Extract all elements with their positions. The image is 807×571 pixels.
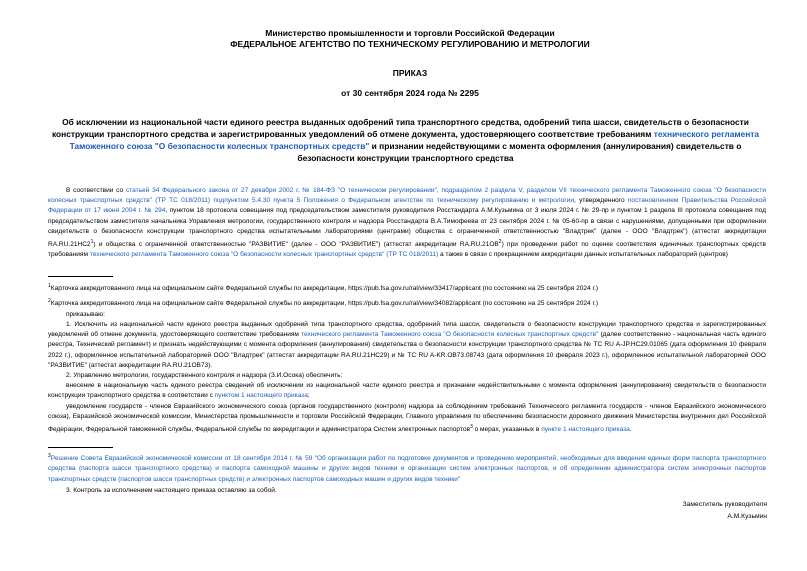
government-decree-link[interactable]: постановлением Правительства Российской Федерации от 17 июня 2004 г. № 294 [48, 197, 767, 215]
signature-name: А.М.Кузьмин [727, 513, 767, 520]
item-1-text: 1. Исключить из национальной части единого реестра выданных одобрений типа транспортного средства, одобрений типа шасси, свидетельств о безопасности конструкции транспортного средства и зарегистрированных уведомлений об отмене документа, удостоверяющего соответствие требованиям [48, 321, 766, 339]
footnote-2: $^2$Карточка аккредитованного лица на официальном сайте Федеральной службы по аккредитации, https://pub.fsa.gov.ru/ral/view/34082/applicant (по состоянию на 25 сентября 2024 г.) [48, 298, 599, 308]
preamble-text: , утвержденного [573, 197, 628, 205]
preamble-paragraph: В соответствии со статьей 34 Федерального закона от 27 декабря 2002 г. № 184-ФЗ "О техническом регулировании", подразделом 2 раздела V, разделом VII технического регламента Таможенного союза "О безопасности колесных транспортных средств" (ТР ТС 018/2011) подпунктом 5.4.30 пункта 5 Положения о Федеральном агентстве по техническому регулированию и метрологии, утвержденного постановлением Правительства Российской Федерации от 17 июня 2004 г. № 294, пунктом 18 протокола совещания под председательством заместителя руководителя Росстандарта А.М.Кузьмина от 3 июля 2024 г. № 29-пр и пунктом 1 раздела III протокола совещания под председательством заместителя начальника Управления метрологии, государственного контроля и надзора Росстандарта В.А.Тимофеева от 23 сентября 2024 г. № 05-60-пр в связи с нарушениями, допущенными при оформлении свидетельств о безопасности конструкции транспортного средства испытательными лабораториями (центрами) общества с ограниченной ответственностью "Владтрек" (далее - ООО "Владтрек") (аттестат аккредитации $RA.RU.21НС2^1$) и общества с ограниченной ответственностью "РАЗВИТИЕ" (далее - ООО "РАЗВИТИЕ") (аттестат аккредитации $RA.RU.21ОВ^2$) при проведении работ по оценке соответствия единичных транспортных средств требованиям технического регламента Таможенного союза "О безопасности колесных транспортных средств" (ТР ТС 018/2011) а также в связи с прекращением аккредитации данных испытательных лабораторий (центров) [48, 187, 767, 259]
footnote-divider [48, 276, 113, 277]
document-title [48, 116, 763, 164]
item-2a-link[interactable]: пунктом 1 настоящего приказа [214, 392, 308, 400]
preamble-text: В соответствии со [66, 187, 126, 194]
footnote-1: $^1$Карточка аккредитованного лица на официальном сайте Федеральной службы по аккредитации, https://pub.fsa.gov.ru/ral/view/33417/applicant (по состоянию на 25 сентября 2024 г.) [48, 283, 599, 293]
item-2: 2. Управлению метрологии, государственного контроля и надзора (З.И.Осока) обеспечить: [66, 372, 343, 379]
item-2b-text: уведомление государств - членов Евразийского экономического союза (органов государственного (контроля) надзора за соблюдением требований Технического регламента государств - членов Евразийского экономического союза), Евразийской экономической комиссии, Министерства промышленности и торговли Российской Федерации, Главного управления по обеспечению безопасности дорожного движения Министерства внутренних дел Российской Федерации, Федеральной таможенной службы, Федеральной службы по аккредитации и администратора Систем электронных паспортов [48, 403, 766, 434]
item-2b: уведомление государств - членов Евразийского экономического союза (органов государственного (контроля) надзора за соблюдением требований Технического регламента государств - членов Евразийского экономического союза), Евразийской экономической комиссии, Министерства промышленности и торговли Российской Федерации, Главного управления по обеспечению безопасности дорожного движения Министерства внутренних дел Российской Федерации, Федеральной таможенной службы, Федеральной службы по аккредитации и администратора Систем электронных паспортов$^3$ о мерах, указанных в пункте 1 настоящего приказа. [48, 403, 766, 434]
item-2b-text-rest: о мерах, указанных в [472, 426, 542, 434]
footnote-divider [48, 447, 113, 448]
title-text-end: и признании недействующими с момента оформления (аннулирования) свидетельств о безопасности конструкции транспортного средства [297, 141, 742, 163]
title-text: Об исключении из национальной части единого реестра выданных одобрений типа транспортного средства, одобрений типа шасси, свидетельств о безопасности конструкции транспортного средства и зарегистрированных уведомлений об отмене документа, удостоверяющего соответствие требованиям [51, 117, 749, 139]
law-link[interactable]: статьей 34 Федерального закона от 27 декабря 2002 г. № 184-ФЗ "О техническом регулировании", подразделом 2 раздела V, разделом VII технического регламента Таможенного союза "О безопасности колесных транспортных средств" (ТР ТС 018/2011) подпунктом 5.4.30 пункта 5 Положения о Федеральном агентстве по техническому регулированию и метрологии [48, 187, 766, 205]
item-2a-text: внесение в национальную часть единого реестра сведений об исключении из национальной части единого реестра и признании недействительными с момента оформления (аннулирования) свидетельств о безопасности конструкции транспортного средства в соответствии с [48, 382, 766, 400]
item-1-regulation-link[interactable]: технического регламента Таможенного союза "О безопасности колесных транспортных средств" [301, 331, 599, 339]
preamble-text: а также в связи с прекращением аккредитации данных испытательных лабораторий (центров) [438, 251, 728, 259]
preamble-text: ) при проведении работ по оценке соответствия единичных транспортных средств требованиям [48, 241, 766, 259]
signature-position: Заместитель руководителя [682, 501, 767, 508]
regulation-link[interactable]: технического регламента Таможенного союза "О безопасности колесных транспортных средств" (ТР ТС 018/2011) [89, 251, 439, 259]
item-1-text-rest: (далее соответственно - национальная часть единого реестра, Технический регламент) и признать недействующими с момента оформления (аннулирования) свидетельства о безопасности конструкции транспортного средства № ТС RU A-JP.НС29.01065 (дата оформления 10 февраля 2022 г.), оформленное испытательной лабораторией ООО "Владтрек" (аттестат аккредитации RA.RU.21НС29) и № ТС RU A-KR.OB73.08743 (дата оформления 10 февраля 2023 г.), оформленное испытательной лабораторией ООО "РАЗВИТИЕ" (аттестат аккредитации RA.RU.21OB73). [48, 331, 766, 369]
agency-name: ФЕДЕРАЛЬНОЕ АГЕНТСТВО ПО ТЕХНИЧЕСКОМУ РЕГУЛИРОВАНИЮ И МЕТРОЛОГИИ [230, 39, 590, 49]
preamble-text: ) и общества с ограниченной ответственностью "РАЗВИТИЕ" (далее - ООО "РАЗВИТИЕ") (аттестат аккредитации RA.RU.21ОВ [93, 241, 499, 249]
footnote-1-text: Карточка аккредитованного лица на официальном сайте Федеральной службы по аккредитации, https://pub.fsa.gov.ru/ral/view/33417/applicant (по состоянию на 25 сентября 2024 г.) [50, 285, 599, 293]
document-date-number: от 30 сентября 2024 года № 2295 [341, 88, 479, 98]
eec-decision-link[interactable]: Решение Совета Евразийской экономической комиссии от 18 сентября 2014 г. № 59 "Об организации работ по подготовке документов и проведению мероприятий, необходимых для введения единых форм паспорта транспортного средства (паспорта шасси транспортного средства) и паспорта самоходной машины и других видов техники и организации систем электронных паспортов, и об определении администратора систем электронных паспортов транспортных средств (паспортов шасси транспортных средств) и электронных паспортов самоходных машин и других видов техники" [48, 455, 766, 483]
preamble-text: , пунктом 18 протокола совещания под председательством заместителя руководителя Росстандарта А.М.Кузьмина от 3 июля 2024 г. № 29-пр и пунктом 1 раздела III протокола совещания под председательством заместителя начальника Управления метрологии, государственного контроля и надзора Росстандарта В.А.Тимофеева от 23 сентября 2024 г. № 05-60-пр в связи с нарушениями, допущенными при оформлении свидетельств о безопасности конструкции транспортного средства испытательными лабораториями (центрами) общества с ограниченной ответственностью "Владтрек" (далее - ООО "Владтрек") (аттестат аккредитации RA.RU.21НС2 [48, 207, 766, 249]
footnote-3: $^3$Решение Совета Евразийской экономической комиссии от 18 сентября 2014 г. № 59 "Об организации работ по подготовке документов и проведению мероприятий, необходимых для введения единых форм паспорта транспортного средства (паспорта шасси транспортного средства) и паспорта самоходной машины и других видов техники и организации систем электронных паспортов, и об определении администратора систем электронных паспортов транспортных средств (паспортов шасси транспортных средств) и электронных паспортов самоходных машин и других видов техники" [48, 453, 766, 483]
document-type: ПРИКАЗ [392, 68, 428, 78]
title-regulation-link[interactable]: технического регламента Таможенного союза "О безопасности колесных транспортных средств" [69, 129, 760, 151]
footnote-2-text: Карточка аккредитованного лица на официальном сайте Федеральной службы по аккредитации, https://pub.fsa.gov.ru/ral/view/34082/applicant (по состоянию на 25 сентября 2024 г.) [50, 300, 599, 308]
item-2b-link[interactable]: пункте 1 настоящего приказа [541, 426, 630, 434]
item-1 [48, 320, 766, 371]
ministry-name: Министерство промышленности и торговли Российской Федерации [265, 28, 555, 38]
item-3: 3. Контроль за исполнением настоящего приказа оставляю за собой. [66, 487, 277, 494]
item-2a: внесение в национальную часть единого реестра сведений об исключении из национальной части единого реестра и признании недействительными с момента оформления (аннулирования) свидетельств о безопасности конструкции транспортного средства в соответствии с пунктом 1 настоящего приказа; [48, 382, 766, 400]
orders-heading: приказываю: [66, 311, 105, 318]
